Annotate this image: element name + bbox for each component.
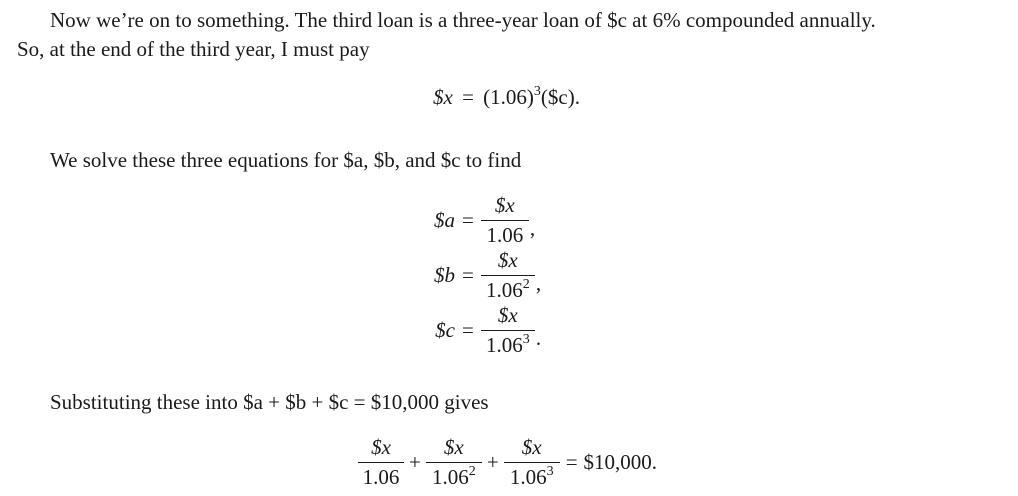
fraction	[481, 303, 535, 358]
equation-1-exponent: 3	[533, 84, 541, 99]
fraction-denominator: 1.06	[358, 462, 404, 490]
equation-row-punct: ,	[529, 215, 536, 240]
equation-1-rhs: ($c).	[540, 85, 580, 109]
paragraph-2: We solve these three equations for $a, $b, and $c to find	[50, 148, 522, 172]
fraction-term-1	[358, 435, 404, 490]
fraction-denominator: 1.06$^3$	[481, 330, 535, 358]
fraction	[481, 248, 535, 303]
paragraph-3: Substituting these into $a + $b + $c = $10,000 gives	[50, 390, 489, 414]
fraction-numerator: $x	[497, 302, 518, 327]
equation-row-equals: =	[462, 317, 474, 342]
equation-1-equals: =	[462, 85, 474, 109]
fraction	[481, 193, 529, 248]
paragraph-1-line-1: Now we’re on to something. The third loan is a three-year loan of $c at 6% compounded annually.	[50, 8, 876, 32]
plus-sign: +	[486, 449, 499, 474]
equation-row-b	[405, 247, 541, 303]
equals-sign: =	[565, 449, 578, 474]
equation-row-punct: .	[535, 325, 542, 350]
equation-final	[358, 434, 657, 490]
fraction-term-2	[426, 435, 482, 490]
fraction-numerator: $x	[494, 192, 515, 217]
plus-sign: +	[409, 449, 421, 474]
fraction-numerator: $x	[521, 434, 542, 459]
equation-row-lhs: $b	[434, 262, 455, 287]
equation-row-c	[405, 302, 541, 358]
fraction-denominator: 1.06$^2$	[426, 462, 482, 490]
fraction-denominator: 1.06$^3$	[504, 462, 560, 490]
equation-1-base: (1.06)	[483, 85, 534, 109]
equation-1-lhs: $x	[433, 85, 453, 109]
equation-row-a	[405, 192, 535, 248]
fraction-term-3	[504, 435, 560, 490]
fraction-denominator: 1.06$^2$	[481, 275, 535, 303]
equation-row-lhs: $a	[434, 207, 455, 232]
fraction-numerator: $x	[497, 247, 518, 272]
equation-loan-three	[433, 85, 580, 110]
paragraph-1-line-2: So, at the end of the third year, I must pay	[17, 37, 370, 61]
fraction-numerator: $x	[443, 434, 464, 459]
equation-row-lhs: $c	[435, 317, 455, 342]
equation-row-equals: =	[462, 207, 474, 232]
equation-final-rhs: $10,000.	[583, 449, 658, 474]
fraction-numerator: $x	[371, 434, 391, 459]
equation-row-punct: ,	[535, 270, 542, 295]
fraction-denominator: 1.06	[481, 220, 529, 248]
equation-row-equals: =	[462, 262, 474, 287]
